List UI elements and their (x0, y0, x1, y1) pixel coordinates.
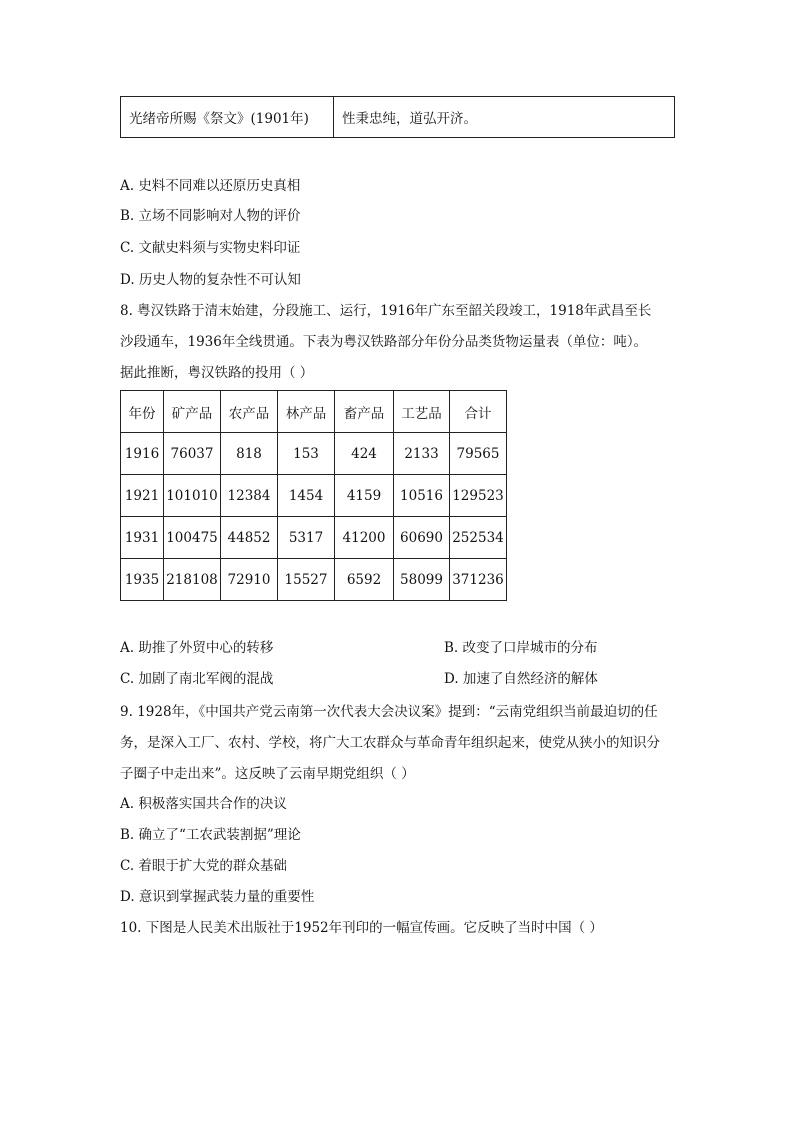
q8-option-d[interactable]: D. 加速了自然经济的解体 (444, 671, 598, 687)
header-craft: 工艺品 (394, 391, 450, 433)
cell: 100475 (164, 517, 221, 559)
source-excerpt-table (120, 96, 675, 138)
cell: 12384 (221, 475, 278, 517)
table-header-row (121, 391, 507, 433)
source-cell: 光绪帝所赐《祭文》(1901年) (121, 97, 334, 138)
content-cell: 性秉忠纯，道弘开济。 (334, 97, 675, 138)
cell: 44852 (221, 517, 278, 559)
q8-option-c[interactable]: C. 加剧了南北军阀的混战 (120, 671, 274, 687)
cell: 10516 (394, 475, 450, 517)
q8-option-b[interactable]: B. 改变了口岸城市的分布 (444, 640, 598, 656)
table-row (121, 433, 507, 475)
cell: 101010 (164, 475, 221, 517)
header-mineral: 矿产品 (164, 391, 221, 433)
cell: 58099 (394, 559, 450, 601)
cell: 1921 (121, 475, 164, 517)
q9-stem-line-3: 子圈子中走出来”。这反映了云南早期党组织（ ） (120, 766, 415, 782)
cell: 1935 (121, 559, 164, 601)
table-row (121, 517, 507, 559)
cell: 5317 (278, 517, 335, 559)
table-row (121, 475, 507, 517)
cell: 15527 (278, 559, 335, 601)
q8-stem-line-3: 据此推断，粤汉铁路的投用（ ） (120, 365, 314, 381)
q9-option-d[interactable]: D. 意识到掌握武装力量的重要性 (120, 889, 315, 905)
header-total: 合计 (450, 391, 507, 433)
header-agricultural: 农产品 (221, 391, 278, 433)
table-row (121, 559, 507, 601)
cell: 424 (335, 433, 394, 475)
table-row (121, 97, 675, 138)
q9-option-c[interactable]: C. 着眼于扩大党的群众基础 (120, 858, 287, 874)
cell: 252534 (450, 517, 507, 559)
cell: 72910 (221, 559, 278, 601)
cell: 153 (278, 433, 335, 475)
cell: 41200 (335, 517, 394, 559)
cell: 76037 (164, 433, 221, 475)
header-livestock: 畜产品 (335, 391, 394, 433)
cell: 218108 (164, 559, 221, 601)
q10-stem: 10. 下图是人民美术出版社于1952年刊印的一幅宣传画。它反映了当时中国（ ） (120, 920, 603, 936)
cell: 1454 (278, 475, 335, 517)
cell: 60690 (394, 517, 450, 559)
q7-option-a[interactable]: A. 史料不同难以还原历史真相 (120, 178, 301, 194)
cell: 129523 (450, 475, 507, 517)
header-forestry: 林产品 (278, 391, 335, 433)
cell: 1931 (121, 517, 164, 559)
cell: 818 (221, 433, 278, 475)
q9-stem-line-1: 9. 1928年，《中国共产党云南第一次代表大会决议案》提到：“云南党组织当前最迫切的任 (120, 704, 658, 720)
q7-option-c[interactable]: C. 文献史料须与实物史料印证 (120, 240, 301, 256)
q7-option-b[interactable]: B. 立场不同影响对人物的评价 (120, 208, 301, 224)
q8-stem-line-1: 8. 粤汉铁路于清末始建，分段施工、运行，1916年广东至韶关段竣工，1918年武昌至长 (120, 303, 652, 319)
cell: 2133 (394, 433, 450, 475)
q8-stem-line-2: 沙段通车，1936年全线贯通。下表为粤汉铁路部分年份分品类货物运量表（单位：吨）。 (120, 334, 648, 350)
cell: 371236 (450, 559, 507, 601)
q7-option-d[interactable]: D. 历史人物的复杂性不可认知 (120, 272, 301, 288)
freight-volume-table (120, 390, 507, 601)
q9-option-a[interactable]: A. 积极落实国共合作的决议 (120, 796, 287, 812)
cell: 4159 (335, 475, 394, 517)
q8-option-a[interactable]: A. 助推了外贸中心的转移 (120, 640, 274, 656)
cell: 79565 (450, 433, 507, 475)
header-year: 年份 (121, 391, 164, 433)
cell: 6592 (335, 559, 394, 601)
cell: 1916 (121, 433, 164, 475)
q9-option-b[interactable]: B. 确立了“工农武装割据”理论 (120, 827, 301, 843)
q9-stem-line-2: 务，是深入工厂、农村、学校，将广大工农群众与革命青年组织起来，使党从狭小的知识分 (120, 735, 660, 751)
